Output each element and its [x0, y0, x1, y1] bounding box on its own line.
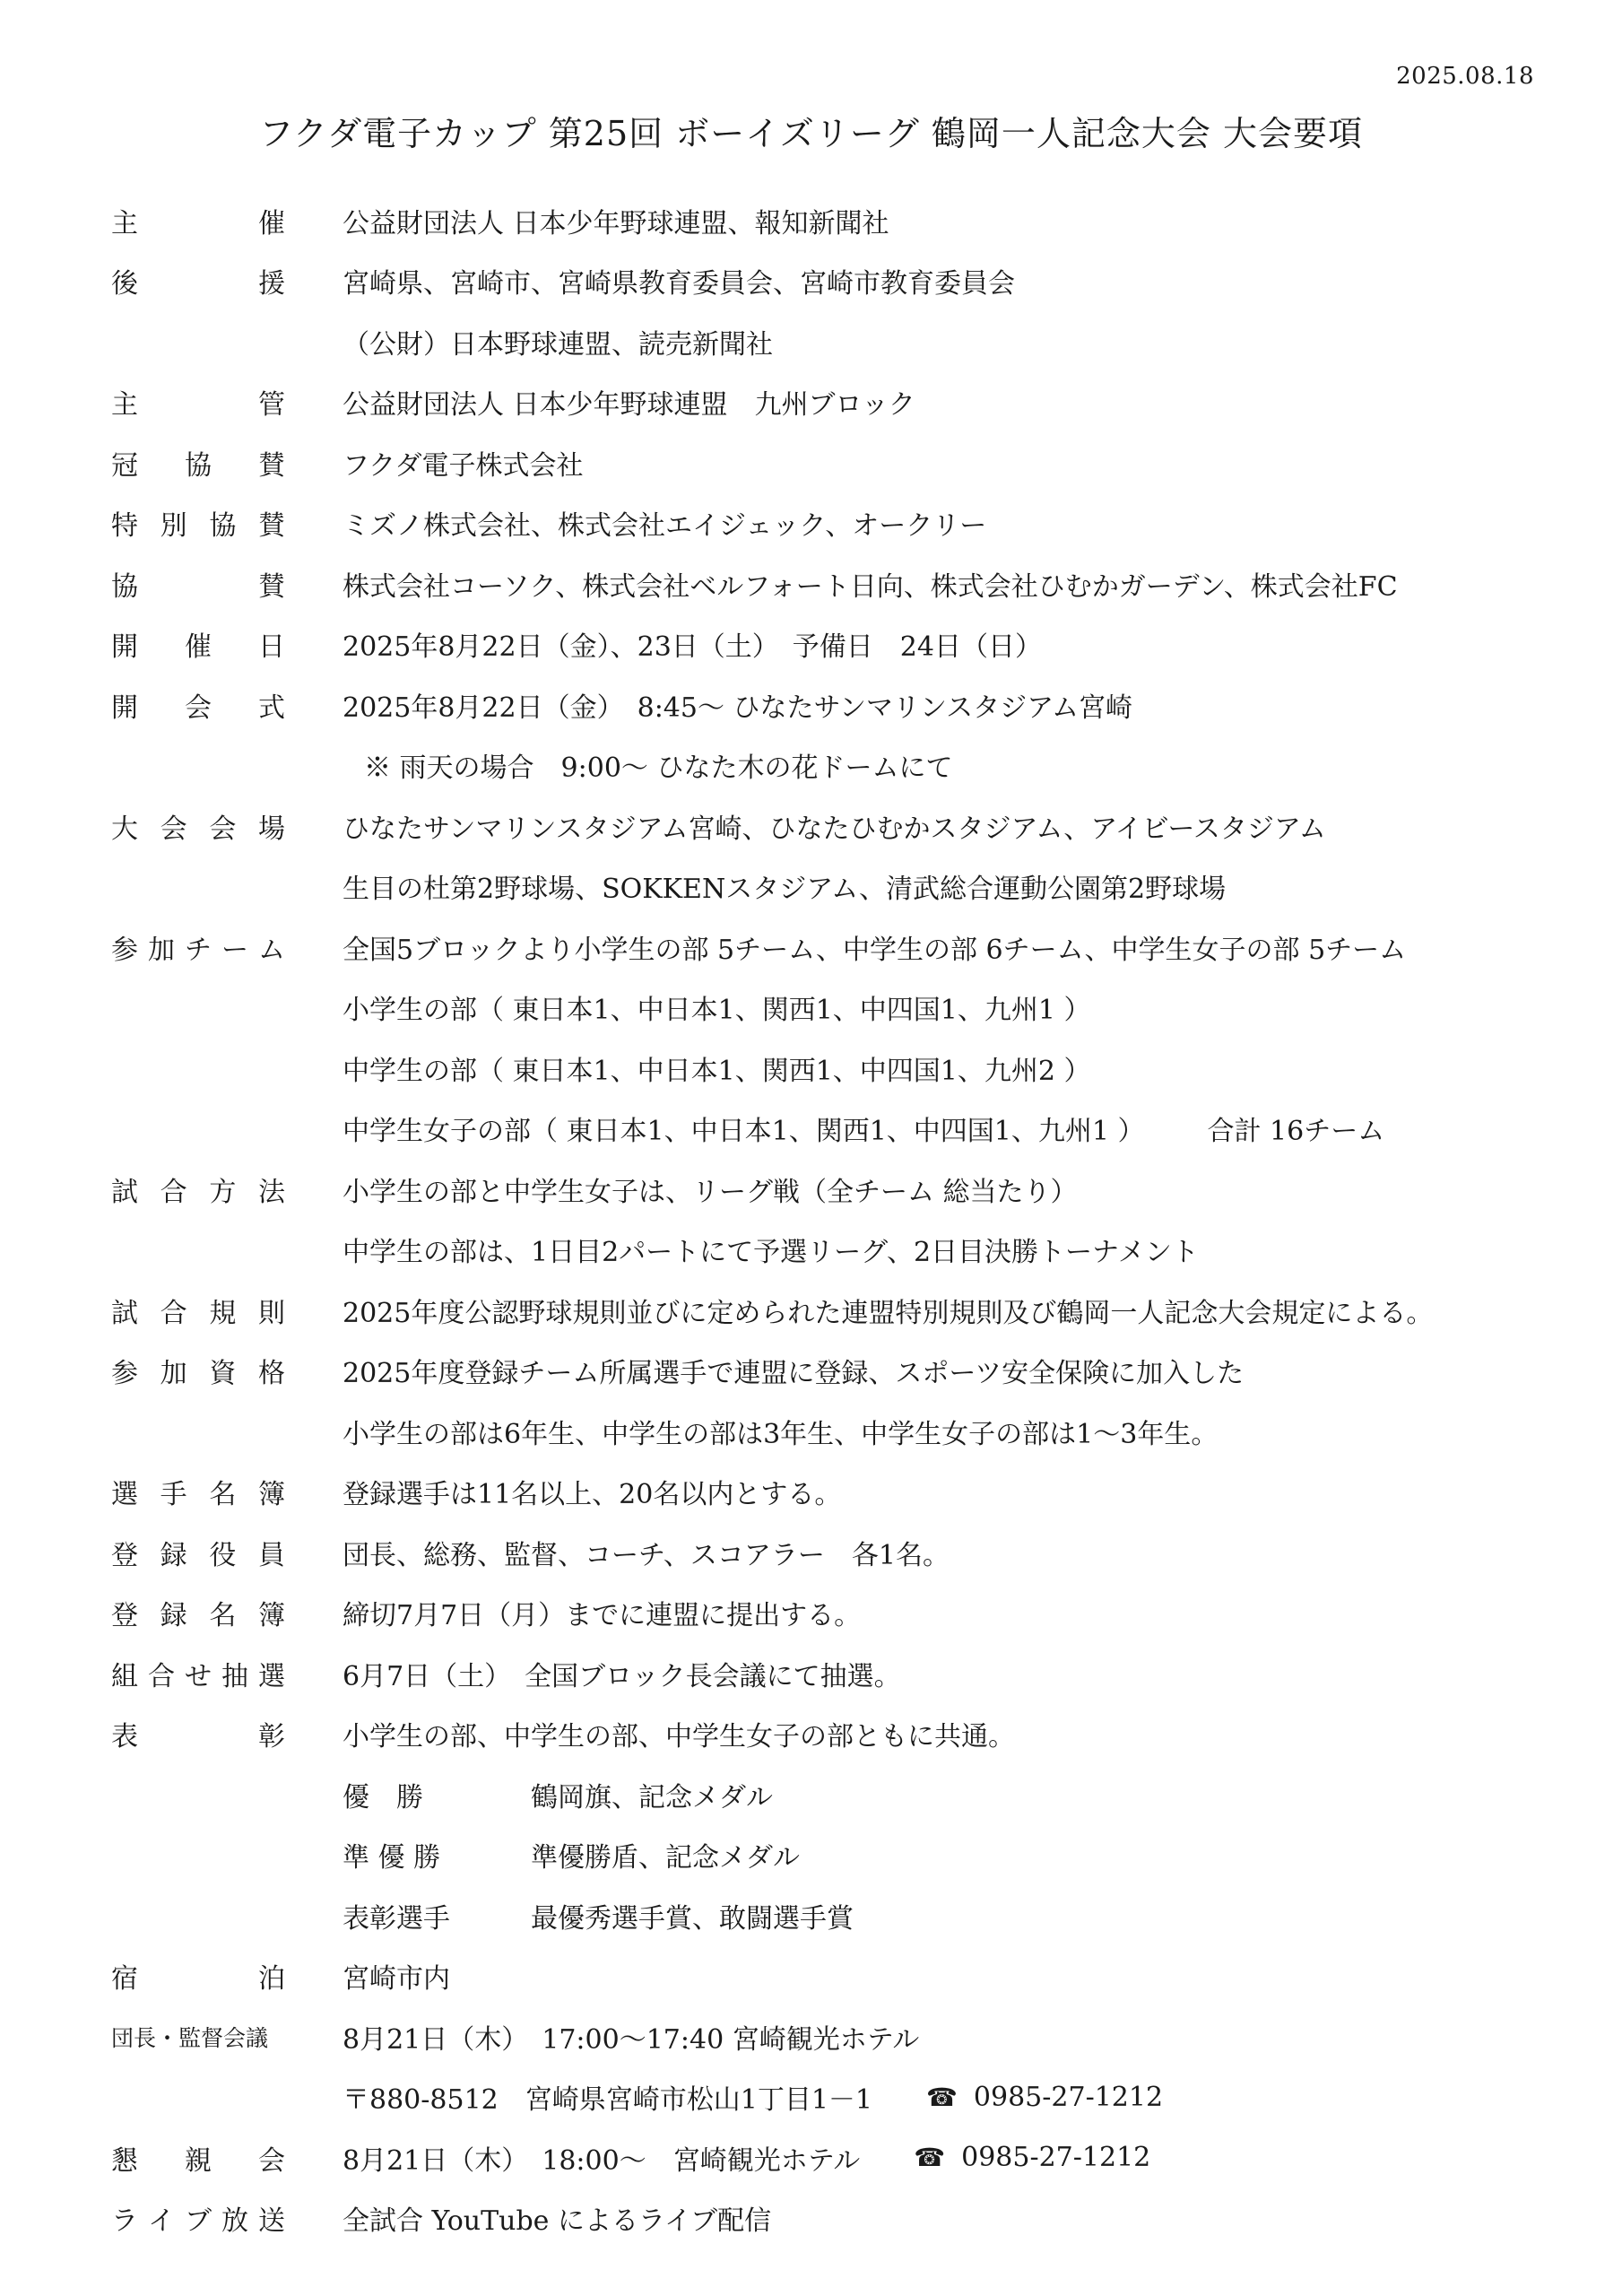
- label-char: 放: [221, 2205, 248, 2238]
- row-text: （公財）日本野球連盟、読売新聞社: [343, 328, 773, 361]
- label-char: 会: [160, 813, 187, 845]
- row-text: 中学生の部は、1日目2パートにて予選リーグ、2日目決勝トーナメント: [343, 1237, 1199, 1269]
- guideline-row: [111, 978, 1564, 1039]
- label-char: 彰: [258, 1721, 285, 1753]
- guideline-row: [111, 311, 1564, 372]
- label-char: 別: [160, 510, 187, 543]
- label-char: 懇: [111, 2144, 138, 2177]
- row-content: [343, 382, 915, 422]
- label-char: 格: [257, 1358, 285, 1390]
- guideline-row: [111, 1764, 1564, 1825]
- row-text: 2025年8月22日（金）、23日（土） 予備日 24日（日）: [343, 631, 1042, 664]
- phone-number: 0985-27-1212: [973, 2081, 1164, 2113]
- row-text: 6月7日（土） 全国ブロック長会議にて抽選。: [343, 1660, 901, 1692]
- row-label: [111, 564, 285, 604]
- row-text: 2025年度登録チーム所属選手で連盟に登録、スポーツ安全保険に加入した: [343, 1358, 1245, 1390]
- label-char: 選: [111, 1479, 138, 1511]
- guideline-row: [111, 372, 1564, 433]
- row-content: [343, 1956, 450, 1996]
- guideline-row: [111, 251, 1564, 312]
- row-text: 宮崎県、宮崎市、宮崎県教育委員会、宮崎市教育委員会: [343, 268, 1015, 300]
- row-text: 中学生女子の部（ 東日本1、中日本1、関西1、中四国1、九州1 ）: [343, 1116, 1145, 1148]
- row-content: [343, 1835, 800, 1874]
- row-content: [343, 1472, 841, 1511]
- row-text: 公益財団法人 日本少年野球連盟、報知新聞社: [343, 207, 889, 239]
- row-text: 生目の杜第2野球場、SOKKENスタジアム、清武総合運動公園第2野球場: [343, 874, 1227, 906]
- guideline-row: [111, 1643, 1564, 1704]
- label-char: 開: [111, 631, 138, 664]
- row-content: [343, 261, 1015, 300]
- row-label: 団長・監督会議: [111, 2024, 269, 2051]
- row-content: [343, 624, 1042, 664]
- label-char: ー: [221, 934, 248, 966]
- label-char: 送: [258, 2205, 285, 2238]
- guideline-row: [111, 1038, 1564, 1099]
- guideline-row: [111, 1583, 1564, 1644]
- label-char: 後: [111, 268, 138, 300]
- row-label: [111, 2138, 285, 2178]
- row-text: 2025年8月22日（金） 8:45～ ひなたサンマリンスタジアム宮崎: [343, 691, 1133, 724]
- row-label: [111, 1956, 285, 1996]
- label-char: 賛: [258, 570, 285, 603]
- row-label: [111, 382, 285, 422]
- guideline-row: [111, 614, 1564, 675]
- row-text: 登録選手は11名以上、20名以内とする。: [343, 1479, 842, 1511]
- row-text: 全国5ブロックより小学生の部 5チーム、中学生の部 6チーム、中学生女子の部 5チーム: [343, 934, 1407, 966]
- guideline-row: [111, 917, 1564, 978]
- row-content: [343, 806, 1326, 846]
- row-content: [343, 443, 584, 483]
- row-content: [343, 1654, 901, 1693]
- row-content: [343, 2138, 1150, 2178]
- row-text: 団長、総務、監督、コーチ、スコアラー 各1名。: [343, 1539, 950, 1571]
- label-char: 録: [160, 1600, 187, 1632]
- row-content: [343, 1170, 1078, 1209]
- label-char: 抽: [221, 1660, 248, 1692]
- label-char: 泊: [258, 1963, 285, 1996]
- row-content: [343, 1351, 1244, 1390]
- label-char: 賛: [258, 449, 285, 482]
- label-char: 手: [160, 1479, 187, 1511]
- row-content: [343, 745, 952, 785]
- label-char: 規: [209, 1297, 237, 1329]
- label-char: ム: [258, 934, 285, 966]
- row-content: [343, 2017, 919, 2057]
- label-char: イ: [148, 2205, 175, 2238]
- label-char: 親: [185, 2144, 212, 2177]
- row-label: [111, 685, 285, 725]
- guideline-row: [111, 796, 1564, 857]
- label-char: 大: [111, 813, 138, 845]
- row-content: [343, 1109, 1384, 1148]
- award-label: 表彰選手: [343, 1902, 450, 1935]
- document-date: 2025.08.18: [1396, 63, 1534, 90]
- row-text: 小学生の部と中学生女子は、リーグ戦（全チーム 総当たり）: [343, 1176, 1078, 1208]
- row-content: [343, 1048, 1091, 1088]
- label-char: 組: [111, 1660, 138, 1692]
- label-char: 催: [258, 207, 285, 239]
- guideline-row: [111, 2006, 1564, 2067]
- row-label: [111, 2198, 285, 2238]
- phone-number: 0985-27-1212: [961, 2142, 1151, 2174]
- telephone-icon: ☎: [914, 2143, 946, 2173]
- row-text: 全試合 YouTube によるライブ配信: [343, 2205, 772, 2238]
- row-content: [343, 987, 1091, 1027]
- guideline-row: [111, 735, 1564, 796]
- label-char: 管: [258, 389, 285, 422]
- row-content: [343, 1593, 861, 1632]
- label-char: 登: [111, 1539, 138, 1571]
- row-text: 〒880-8512 宮崎県宮崎市松山1丁目1－1: [343, 2084, 873, 2117]
- label-char: 員: [257, 1539, 285, 1571]
- row-text: 8月21日（木） 17:00～17:40 宮崎観光ホテル: [343, 2023, 920, 2056]
- row-text: 小学生の部、中学生の部、中学生女子の部ともに共通。: [343, 1721, 1015, 1753]
- row-text: 小学生の部（ 東日本1、中日本1、関西1、中四国1、九州1 ）: [343, 995, 1091, 1027]
- label-char: 特: [111, 510, 138, 543]
- label-char: せ: [185, 1660, 212, 1692]
- row-text: フクダ電子株式会社: [343, 449, 584, 482]
- row-label: [111, 201, 285, 240]
- guideline-row: [111, 1946, 1564, 2007]
- label-char: 試: [111, 1297, 138, 1329]
- row-text: 8月21日（木） 18:00～ 宮崎観光ホテル: [343, 2144, 861, 2177]
- row-content: [343, 1412, 1218, 1451]
- label-char: 参: [111, 1358, 138, 1390]
- label-char: 合: [160, 1176, 187, 1208]
- row-text: 中学生の部（ 東日本1、中日本1、関西1、中四国1、九州2 ）: [343, 1055, 1091, 1087]
- row-text: 鶴岡旗、記念メダル: [531, 1781, 773, 1813]
- label-char: 名: [209, 1600, 237, 1632]
- label-char: 登: [111, 1600, 138, 1632]
- guideline-row: [111, 1825, 1564, 1886]
- label-char: 法: [257, 1176, 285, 1208]
- row-label: [111, 1472, 285, 1511]
- label-char: 場: [257, 813, 285, 845]
- row-label: [111, 1170, 285, 1209]
- guideline-row: [111, 1401, 1564, 1462]
- row-text: 株式会社コーソク、株式会社ベルフォート日向、株式会社ひむかガーデン、株式会社FC: [343, 570, 1398, 603]
- label-char: 会: [258, 2144, 285, 2177]
- row-label: [111, 927, 285, 967]
- guideline-row: [111, 2067, 1564, 2128]
- row-content: [343, 685, 1132, 725]
- guideline-row: [111, 1280, 1564, 1341]
- row-text: 小学生の部は6年生、中学生の部は3年生、中学生女子の部は1～3年生。: [343, 1418, 1219, 1450]
- label-char: 表: [111, 1721, 138, 1753]
- guideline-row: [111, 432, 1564, 493]
- label-char: 簿: [257, 1479, 285, 1511]
- label-char: 合: [148, 1660, 175, 1692]
- guideline-row: [111, 1099, 1564, 1160]
- row-content: [343, 1896, 854, 1935]
- guideline-row: [111, 1462, 1564, 1523]
- row-label: [111, 1654, 285, 1693]
- label-char: ラ: [111, 2205, 138, 2238]
- label-char: 選: [258, 1660, 285, 1692]
- row-label: [111, 443, 285, 483]
- label-char: 主: [111, 207, 138, 239]
- label-char: 催: [185, 631, 212, 664]
- label-char: 合: [160, 1297, 187, 1329]
- row-label: [111, 1714, 285, 1753]
- guideline-row: [111, 1704, 1564, 1765]
- guideline-row: [111, 1522, 1564, 1583]
- award-label: 準 優 勝: [343, 1842, 441, 1874]
- label-char: 賛: [257, 510, 285, 543]
- row-content: [343, 2198, 771, 2238]
- guideline-row: [111, 1159, 1564, 1220]
- row-text: ※ 雨天の場合 9:00～ ひなた木の花ドームにて: [364, 752, 953, 785]
- label-char: 協: [111, 570, 138, 603]
- row-text: ひなたサンマリンスタジアム宮崎、ひなたひむかスタジアム、アイビースタジアム: [343, 813, 1326, 845]
- row-content: [343, 2077, 1163, 2117]
- row-content: [343, 503, 986, 543]
- label-char: 協: [209, 510, 237, 543]
- guideline-row: [111, 190, 1564, 251]
- label-char: 参: [111, 934, 138, 966]
- label-char: 則: [257, 1297, 285, 1329]
- row-content: [343, 927, 1406, 967]
- row-label: [111, 624, 285, 664]
- label-char: 会: [185, 691, 212, 724]
- label-char: 宿: [111, 1963, 138, 1996]
- label-char: 資: [209, 1358, 237, 1390]
- row-content: [343, 1714, 1015, 1753]
- row-label: [111, 503, 285, 543]
- guideline-row: [111, 1341, 1564, 1402]
- row-content: [343, 322, 773, 361]
- row-text: ミズノ株式会社、株式会社エイジェック、オークリー: [343, 510, 987, 543]
- label-char: 協: [185, 449, 212, 482]
- row-content: [343, 1230, 1199, 1269]
- row-label: [111, 261, 285, 300]
- guideline-row: [111, 553, 1564, 614]
- row-text: 締切7月7日（月）までに連盟に提出する。: [343, 1600, 862, 1632]
- guideline-row: [111, 2127, 1564, 2188]
- guideline-row: [111, 493, 1564, 554]
- label-char: 加: [160, 1358, 187, 1390]
- label-char: 録: [160, 1539, 187, 1571]
- row-label: [111, 806, 285, 846]
- label-char: 援: [258, 268, 285, 300]
- label-char: 冠: [111, 449, 138, 482]
- row-text: 公益財団法人 日本少年野球連盟 九州ブロック: [343, 389, 915, 422]
- label-char: 会: [209, 813, 237, 845]
- guideline-row: [111, 1885, 1564, 1946]
- label-char: チ: [185, 934, 212, 966]
- row-content: [343, 866, 1226, 906]
- row-text: 最優秀選手賞、敢闘選手賞: [531, 1902, 854, 1935]
- total-teams: 合計 16チーム: [1207, 1116, 1385, 1148]
- guideline-row: [111, 857, 1564, 918]
- label-char: 簿: [257, 1600, 285, 1632]
- label-char: 試: [111, 1176, 138, 1208]
- label-char: 加: [148, 934, 175, 966]
- row-text: 2025年度公認野球規則並びに定められた連盟特別規則及び鶴岡一人記念大会規定による。: [343, 1297, 1434, 1329]
- row-content: [343, 201, 889, 240]
- row-content: [343, 1775, 773, 1814]
- row-label: [111, 1533, 285, 1572]
- telephone-icon: ☎: [926, 2082, 958, 2112]
- row-label: [111, 1593, 285, 1632]
- row-text: 準優勝盾、記念メダル: [531, 1842, 800, 1874]
- row-label: [111, 1351, 285, 1390]
- label-char: ブ: [185, 2205, 212, 2238]
- guideline-list: [111, 190, 1564, 2248]
- label-char: 役: [209, 1539, 237, 1571]
- label-char: 名: [209, 1479, 237, 1511]
- guideline-row: [111, 1220, 1564, 1281]
- guideline-row: [111, 2188, 1564, 2249]
- guideline-row: [111, 674, 1564, 735]
- row-content: [343, 564, 1398, 604]
- label-char: 開: [111, 691, 138, 724]
- row-content: [343, 1533, 950, 1572]
- label-char: 主: [111, 389, 138, 422]
- label-char: 方: [209, 1176, 237, 1208]
- label-char: 式: [258, 691, 285, 724]
- row-content: [343, 1291, 1433, 1330]
- row-text: 宮崎市内: [343, 1963, 450, 1996]
- award-label: 優 勝: [343, 1781, 423, 1813]
- label-char: 日: [258, 631, 285, 664]
- document-title: フクダ電子カップ 第25回 ボーイズリーグ 鶴岡一人記念大会 大会要項: [258, 114, 1363, 153]
- row-label: [111, 1291, 285, 1330]
